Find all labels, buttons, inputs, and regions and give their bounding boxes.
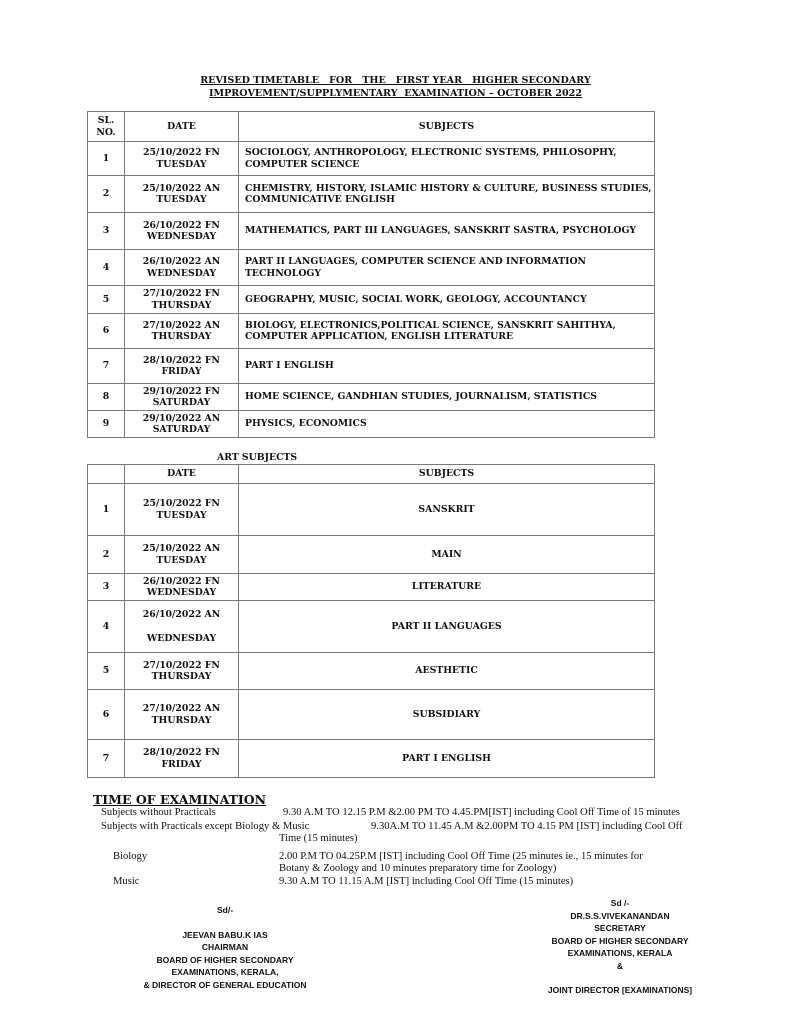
table-row [88, 484, 655, 536]
exam-date: 26/10/2022 AN [142, 609, 221, 620]
signatory-name: DR.S.S.VIVEKANANDAN [570, 910, 670, 921]
exam-date: 26/10/2022 AN [142, 256, 221, 267]
date-cell [125, 384, 239, 411]
exam-date: 28/10/2022 FN [143, 354, 220, 366]
time-value-continued: Time (15 minutes) [279, 833, 358, 844]
exam-day: SATURDAY [152, 424, 211, 435]
subjects-cell: SANSKRIT [239, 484, 655, 536]
table-row [88, 601, 655, 653]
title-line-2: IMPROVEMENT/SUPPLYMENTARY EXAMINATION – OCTOBER 2022 [208, 88, 583, 99]
signature-chairman [110, 904, 340, 991]
subjects-cell: BIOLOGY, ELECTRONICS,POLITICAL SCIENCE, SANSKRIT SAHITHYA, COMPUTER APPLICATION, ENGLISH LITERATURE [239, 314, 655, 349]
exam-day: WEDNESDAY [146, 231, 217, 242]
header-sl-no [88, 465, 125, 484]
subjects-cell: PART I ENGLISH [239, 349, 655, 384]
subjects-cell: PART I ENGLISH [239, 740, 655, 778]
subjects-cell: HOME SCIENCE, GANDHIAN STUDIES, JOURNALISM, STATISTICS [239, 384, 655, 411]
table-row [88, 349, 655, 384]
signatory-name: JEEVAN BABU.K IAS [182, 929, 268, 940]
exam-date: 26/10/2022 FN [143, 575, 220, 587]
date-cell [125, 213, 239, 250]
sl-no-cell: 2 [88, 176, 125, 213]
art-timetable [87, 464, 655, 778]
title-line-1: REVISED TIMETABLE FOR THE FIRST YEAR HIGHER SECONDARY [200, 75, 591, 86]
date-cell [125, 286, 239, 314]
time-value: 9.30A.M TO 11.45 A.M &2.00PM TO 4.15 PM [IST] including Cool Off [371, 821, 683, 832]
signatory-org: EXAMINATIONS, KERALA, [171, 967, 279, 977]
signatory-title: SECRETARY [594, 923, 646, 933]
signatory-org: BOARD OF HIGHER SECONDARY [551, 935, 689, 946]
sl-no-cell: 7 [88, 349, 125, 384]
main-table-body [88, 142, 655, 438]
table-row [88, 536, 655, 574]
subjects-cell: SOCIOLOGY, ANTHROPOLOGY, ELECTRONIC SYSTEMS, PHILOSOPHY, COMPUTER SCIENCE [239, 142, 655, 176]
exam-day: FRIDAY [161, 366, 202, 377]
table-row [88, 384, 655, 411]
sl-no-cell: 5 [88, 286, 125, 314]
time-value: 9.30 A.M TO 12.15 P.M &2.00 PM TO 4.45.PM[IST] including Cool Off Time of 15 minutes [283, 807, 680, 818]
exam-date: 25/10/2022 FN [143, 498, 220, 509]
exam-day: FRIDAY [161, 758, 202, 770]
subjects-cell: PART II LANGUAGES, COMPUTER SCIENCE AND INFORMATION TECHNOLOGY [239, 250, 655, 286]
exam-day: WEDNESDAY [146, 267, 217, 279]
date-cell [125, 176, 239, 213]
sl-no-cell: 4 [88, 250, 125, 286]
signatory-title: CHAIRMAN [201, 942, 249, 952]
time-value-continued: Botany & Zoology and 10 minutes preparatory time for Zoology) [279, 863, 557, 874]
subjects-cell: PHYSICS, ECONOMICS [239, 411, 655, 438]
signatory-org: BOARD OF HIGHER SECONDARY [156, 954, 294, 965]
date-cell [125, 250, 239, 286]
sl-no-cell: 2 [88, 536, 125, 574]
subjects-cell: GEOGRAPHY, MUSIC, SOCIAL WORK, GEOLOGY, ACCOUNTANCY [239, 286, 655, 314]
exam-day: TUESDAY [156, 158, 207, 170]
time-label: Subjects without Practicals [101, 807, 216, 818]
exam-day: THURSDAY [151, 331, 212, 342]
date-cell [125, 653, 239, 690]
date-cell [125, 690, 239, 740]
exam-day: SATURDAY [152, 397, 211, 408]
sl-no-cell: 5 [88, 653, 125, 690]
table-row [88, 574, 655, 601]
sl-no-cell: 6 [88, 690, 125, 740]
table-row [88, 690, 655, 740]
table-row [88, 653, 655, 690]
exam-date: 25/10/2022 AN [142, 543, 221, 554]
date-cell [125, 740, 239, 778]
subjects-cell: MATHEMATICS, PART III LANGUAGES, SANSKRIT SASTRA, PSYCHOLOGY [239, 213, 655, 250]
exam-day: TUESDAY [156, 509, 207, 521]
exam-day: WEDNESDAY [146, 632, 217, 644]
sl-no-cell: 4 [88, 601, 125, 653]
art-subjects-label: ART SUBJECTS [217, 452, 298, 463]
subjects-cell: LITERATURE [239, 574, 655, 601]
exam-day: TUESDAY [156, 554, 207, 566]
sd-mark: Sd/- [216, 905, 234, 915]
exam-date: 27/10/2022 FN [143, 288, 220, 299]
exam-date: 25/10/2022 FN [143, 147, 220, 158]
table-row [88, 142, 655, 176]
sl-no-cell: 1 [88, 142, 125, 176]
time-value: 2.00 P.M TO 04.25P.M [IST] including Cool Off Time (25 minutes ie., 15 minutes for [279, 851, 643, 862]
document-title [0, 74, 791, 100]
exam-day: THURSDAY [151, 671, 212, 682]
signature-secretary [510, 897, 730, 997]
signatory-additional-title: & DIRECTOR OF GENERAL EDUCATION [143, 979, 307, 990]
exam-day: WEDNESDAY [146, 587, 217, 598]
table-row [88, 740, 655, 778]
table-row [88, 314, 655, 349]
date-cell [125, 349, 239, 384]
exam-date: 27/10/2022 AN [142, 319, 221, 331]
date-cell [125, 314, 239, 349]
header-date: DATE [125, 112, 239, 142]
sl-no-cell: 7 [88, 740, 125, 778]
table-row [88, 176, 655, 213]
header-date: DATE [125, 465, 239, 484]
exam-date: 29/10/2022 FN [143, 385, 220, 397]
date-cell [125, 411, 239, 438]
time-label: Biology [113, 851, 148, 862]
header-subjects: SUBJECTS [239, 112, 655, 142]
exam-date: 27/10/2022 AN [142, 703, 221, 714]
exam-date: 26/10/2022 FN [143, 219, 220, 231]
signatory-additional-title: JOINT DIRECTOR [EXAMINATIONS] [547, 985, 693, 995]
signatory-org: EXAMINATIONS, KERALA [567, 948, 673, 958]
table-row [88, 411, 655, 438]
sl-no-cell: 1 [88, 484, 125, 536]
table-row [88, 213, 655, 250]
exam-day: THURSDAY [151, 299, 212, 311]
ampersand: & [616, 960, 624, 971]
sl-no-cell: 6 [88, 314, 125, 349]
exam-date: 28/10/2022 FN [143, 747, 220, 758]
exam-date: 25/10/2022 AN [142, 182, 221, 194]
art-table-body [88, 484, 655, 778]
date-cell [125, 142, 239, 176]
date-cell [125, 574, 239, 601]
sd-mark: Sd /- [610, 898, 630, 908]
time-label: Music [113, 876, 140, 887]
table-row [88, 286, 655, 314]
subjects-cell: SUBSIDIARY [239, 690, 655, 740]
subjects-cell: AESTHETIC [239, 653, 655, 690]
date-cell [125, 536, 239, 574]
sl-no-cell: 9 [88, 411, 125, 438]
table-row [88, 250, 655, 286]
time-value: 9.30 A.M TO 11.15 A.M [IST] including Cool Off Time (15 minutes) [279, 876, 574, 887]
exam-day: THURSDAY [151, 714, 212, 726]
header-sl-no: SL. NO. [88, 112, 125, 142]
exam-date: 27/10/2022 FN [143, 659, 220, 671]
subjects-cell: PART II LANGUAGES [239, 601, 655, 653]
exam-day: TUESDAY [156, 194, 207, 205]
exam-date: 29/10/2022 AN [142, 412, 221, 424]
sl-no-cell: 8 [88, 384, 125, 411]
date-cell [125, 601, 239, 653]
subjects-cell: MAIN [239, 536, 655, 574]
time-label: Subjects with Practicals except Biology & Music [101, 821, 310, 832]
time-of-examination-heading: TIME OF EXAMINATION [93, 792, 267, 807]
date-cell [125, 484, 239, 536]
header-subjects: SUBJECTS [239, 465, 655, 484]
sl-no-cell: 3 [88, 574, 125, 601]
sl-no-cell: 3 [88, 213, 125, 250]
subjects-cell: CHEMISTRY, HISTORY, ISLAMIC HISTORY & CULTURE, BUSINESS STUDIES, COMMUNICATIVE ENGLISH [239, 176, 655, 213]
main-timetable [87, 111, 655, 438]
